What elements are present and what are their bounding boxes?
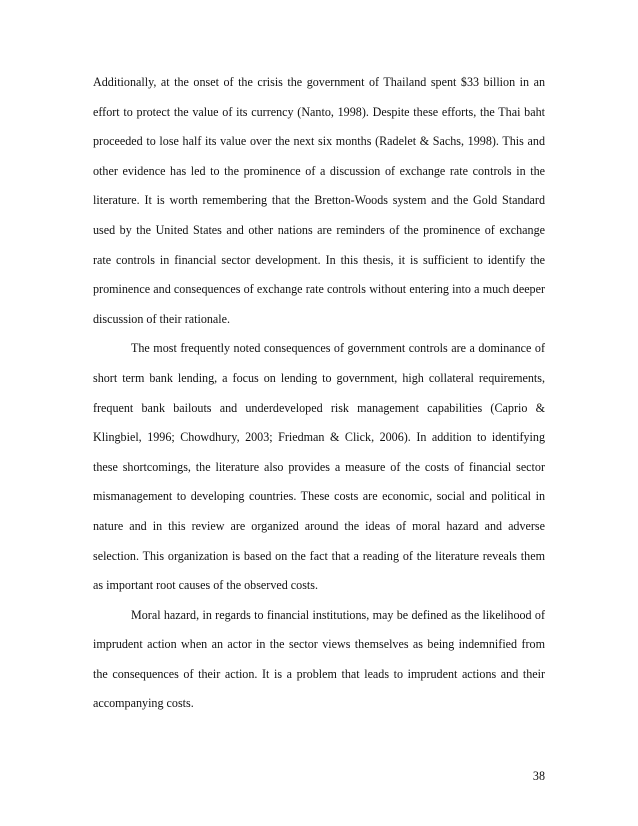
page-number: 38 — [532, 769, 545, 783]
body-text — [93, 68, 545, 719]
paragraph-3: Moral hazard, in regards to financial institutions, may be defined as the likelihood of imprudent action when an actor in the sector views themselves as being indemnified from the consequences of their action. It is a problem that leads to imprudent actions and their accompanying costs. — [93, 607, 545, 711]
paragraph-2: The most frequently noted consequences of government controls are a dominance of short term bank lending, a focus on lending to government, high collateral requirements, frequent bank bailouts and underdeveloped risk management capabilities (Caprio & Klingbiel, 1996; Chowdhury, 2003; Friedman & Click, 2006). In addition to identifying these shortcomings, the literature also provides a measure of the costs of financial sector mismanagement to developing countries. These costs are economic, social and political in nature and in this review are organized around the ideas of moral hazard and adverse selection. This organization is based on the fact that a reading of the literature reveals them as important root causes of the observed costs. — [93, 341, 545, 593]
paragraph-1: Additionally, at the onset of the crisis the government of Thailand spent $33 billion in an effort to protect the value of its currency (Nanto, 1998). Despite these efforts, the Thai baht proceeded to lose half its value over the next six months (Radelet & Sachs, 1998). This and other evidence has led to the prominence of a discussion of exchange rate controls in the literature. It is worth remembering that the Bretton-Woods system and the Gold Standard used by the United States and other nations are reminders of the prominence of exchange rate controls in financial sector development. In this thesis, it is sufficient to identify the prominence and consequences of exchange rate controls without entering into a much deeper discussion of their rationale. — [93, 75, 545, 326]
